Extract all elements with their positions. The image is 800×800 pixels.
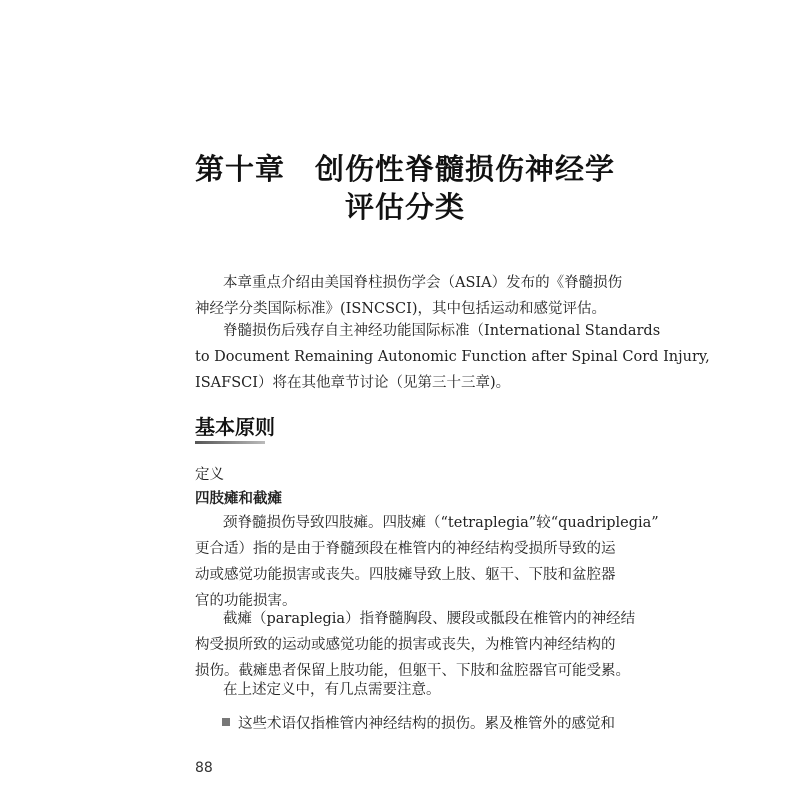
definition-label: 定义: [195, 467, 224, 483]
subheading-quadriplegia-paraplegia: 四肢瘫和截瘫: [195, 490, 282, 507]
bullet-square-icon: [222, 718, 230, 726]
intro-paragraph-1: [195, 270, 623, 322]
text-line: 官的功能损害。: [195, 593, 297, 609]
text-line: 动或感觉功能损害或丧失。四肢瘫导致上肢、躯干、下肢和盆腔器: [195, 567, 616, 583]
text-line: 更合适）指的是由于脊髓颈段在椎管内的神经结构受损所导致的运: [195, 541, 616, 557]
text-line: 脊髓损伤后残存自主神经功能国际标准（International Standards: [223, 323, 661, 339]
section-heading: 基本原则: [195, 415, 275, 439]
chapter-title-line-1: 第十章 创伤性脊髓损伤神经学: [195, 152, 616, 186]
intro-paragraph-2: [195, 318, 710, 396]
page-number: 88: [195, 760, 213, 776]
chapter-title-line-2: 评估分类: [344, 190, 465, 224]
quadriplegia-paragraph: [195, 510, 659, 614]
text-line: ISAFSCI）将在其他章节讨论（见第三十三章)。: [195, 375, 511, 391]
text-line: 本章重点介绍由美国脊柱损伤学会（ASIA）发布的《脊髓损伤: [223, 275, 623, 291]
text-line: 损伤。截瘫患者保留上肢功能，但躯干、下肢和盆腔器官可能受累。: [195, 663, 630, 679]
text-line: 构受损所致的运动或感觉功能的损害或丧失，为椎管内神经结构的: [195, 637, 616, 653]
text-line: 颈脊髓损伤导致四肢瘫。四肢瘫（“tetraplegia”较“quadriplegia”: [223, 515, 659, 531]
text-line: 在上述定义中，有几点需要注意。: [223, 682, 441, 698]
text-line: 截瘫（paraplegia）指脊髓胸段、腰段或骶段在椎管内的神经结: [223, 611, 636, 627]
paraplegia-paragraph: [195, 606, 636, 684]
text-line: 神经学分类国际标准》(ISNCSCI)，其中包括运动和感觉评估。: [195, 301, 607, 317]
bullet-text: 这些术语仅指椎管内神经结构的损伤。累及椎管外的感觉和: [238, 716, 615, 732]
section-heading-underline: [195, 441, 265, 444]
chapter-title: [195, 150, 615, 226]
note-paragraph: [195, 677, 615, 703]
bullet-item: [222, 712, 622, 736]
text-line: to Document Remaining Autonomic Function after Spinal Cord Injury,: [195, 349, 710, 365]
